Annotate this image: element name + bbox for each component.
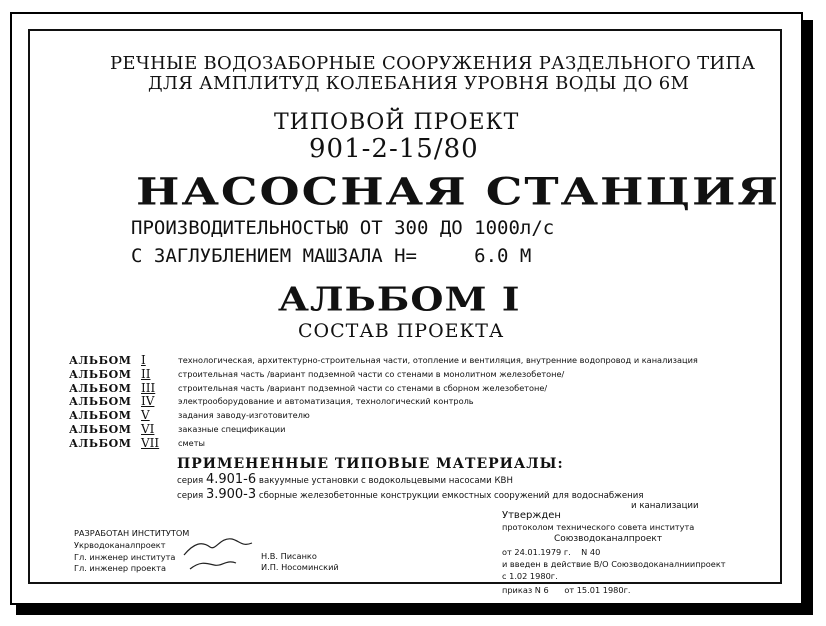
album-description: заказные спецификации (178, 423, 286, 434)
album-number: VII (141, 435, 160, 450)
album-label: АЛЬБОМ (69, 436, 132, 450)
developer-institute: Укрводоканалпроект (74, 540, 166, 550)
composition-title: СОСТАВ ПРОЕКТА (298, 320, 505, 342)
album-description: строительная часть /вариант подземной части со стенами в сборном железобетоне/ (178, 382, 548, 393)
album-label: АЛЬБОМ (69, 395, 132, 409)
album-number: I (141, 353, 146, 367)
title-frame (28, 29, 782, 595)
album-label: АЛЬБОМ (69, 422, 132, 436)
developer-heading: РАЗРАБОТАН ИНСТИТУТОМ (74, 528, 190, 538)
series-line (177, 472, 513, 487)
approval-line: от 24.01.1979 г. N 40 (502, 547, 601, 557)
project-type: ТИПОВОЙ ПРОЕКТ (274, 110, 520, 135)
depth-line: С ЗАГЛУБЛЕНИЕМ МАШЗАЛА Н= 6.0 М (131, 245, 532, 267)
project-engineer-role: Гл. инженер проекта (74, 563, 167, 573)
album-number: III (141, 380, 156, 395)
approval-line: протоколом технического совета института (502, 522, 695, 532)
chief-engineer-name: Н.В. Писанко (261, 551, 317, 561)
album-number: VI (141, 421, 155, 436)
series-number: 3.900-3 (205, 487, 257, 502)
series-prefix: серия (177, 476, 204, 486)
album-number: V (141, 408, 150, 423)
series-text: сборные железобетонные конструкции емкостных сооружений для водоснабжения (258, 491, 644, 501)
project-engineer-name: И.П. Носоминский (261, 562, 339, 572)
album-number: II (141, 366, 151, 381)
project-number: 901-2-15/80 (309, 134, 479, 164)
series-line (177, 487, 644, 502)
approval-line: Союзводоканалпроект (554, 534, 663, 544)
album-label: АЛЬБОМ (69, 381, 132, 395)
title-line-1: РЕЧНЫЕ ВОДОЗАБОРНЫЕ СООРУЖЕНИЯ РАЗДЕЛЬНОГО ТИПА (110, 53, 756, 74)
materials-heading: ПРИМЕНЕННЫЕ ТИПОВЫЕ МАТЕРИАЛЫ: (177, 456, 564, 472)
main-title: НАСОСНАЯ СТАНЦИЯ (136, 169, 780, 214)
approval-line: приказ N 6 от 15.01 1980г. (502, 585, 631, 595)
album-description: электрооборудование и автоматизация, технологический контроль (178, 396, 474, 407)
album-description: задания заводу-изготовителю (178, 410, 310, 421)
chief-engineer-role: Гл. инженер института (74, 552, 176, 562)
series-text: вакуумные установки с водокольцевыми насосами КВН (258, 476, 513, 486)
album-label: АЛЬБОМ (69, 354, 132, 367)
signatures (180, 533, 260, 573)
album-label: АЛЬБОМ (69, 367, 132, 381)
album-label: АЛЬБОМ (69, 409, 132, 423)
album-description: сметы (178, 437, 205, 448)
approval-line: и введен в действие В/О Союзводоканалниипроект (502, 559, 726, 569)
approval-line: с 1.02 1980г. (502, 571, 558, 581)
document-sheet (10, 12, 803, 605)
series-number: 4.901-6 (205, 472, 257, 487)
album-description: строительная часть /вариант подземной части со стенами в монолитном железобетоне/ (178, 368, 565, 379)
album-number: IV (141, 394, 155, 409)
capacity-line: ПРОИЗВОДИТЕЛЬНОСТЬЮ ОТ 300 ДО 1000л/с (131, 217, 555, 239)
album-description: технологическая, архитектурно-строительная части, отопление и вентиляция, внутренние водопровод и канализация (178, 355, 698, 365)
title-line-2: ДЛЯ АМПЛИТУД КОЛЕБАНИЯ УРОВНЯ ВОДЫ ДО 6М (148, 73, 690, 94)
series-prefix: серия (177, 491, 204, 501)
approval-heading: Утвержден (502, 510, 561, 521)
series-tail: и канализации (631, 501, 699, 511)
album-title: АЛЬБОМ I (278, 280, 521, 319)
